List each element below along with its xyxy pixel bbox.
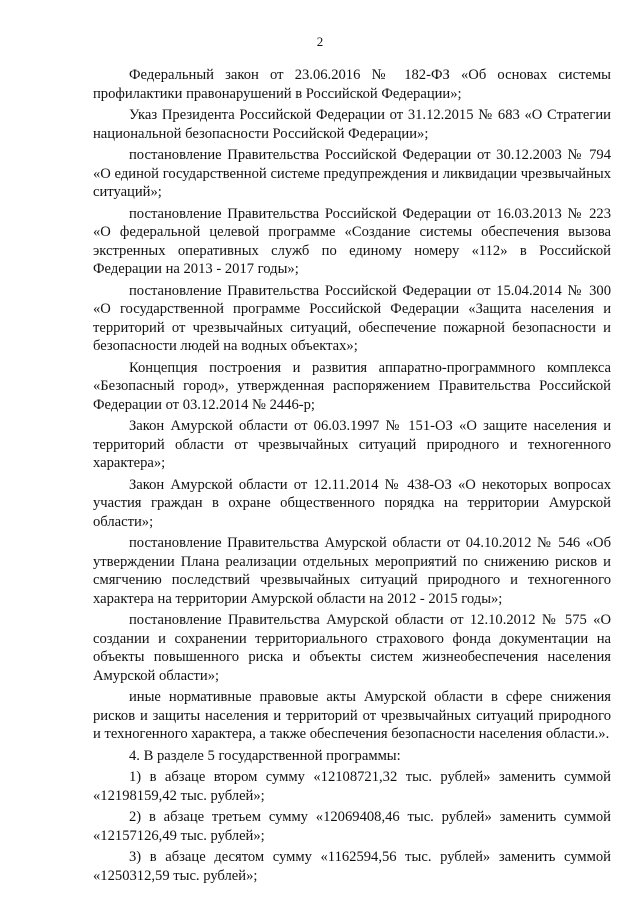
paragraph: постановление Правительства Российской Федерации от 30.12.2003 № 794 «О единой государственной системе предупреждения и ликвидации чрезвычайных ситуаций»;	[93, 147, 611, 200]
paragraph: постановление Правительства Российской Федерации от 16.03.2013 № 223 «О федеральной целевой программе «Создание системы обеспечения вызова экстренных оперативных служб по единому номеру «112» в Российской Федерации на 2013 - 2017 годы»;	[93, 205, 611, 277]
paragraph: Концепция построения и развития аппаратно-программного комплекса «Безопасный город», утвержденная распоряжением Правительства Российской Федерации от 03.12.2014 № 2446-р;	[93, 359, 611, 413]
list-item: 1) в абзаце втором сумму «12108721,32 тыс. рублей» заменить суммой «12198159,42 тыс. рублей»;	[93, 769, 611, 804]
list-item: 3) в абзаце десятом сумму «1162594,56 тыс. рублей» заменить суммой «1250312,59 тыс. рублей»;	[93, 849, 611, 884]
paragraph: Федеральный закон от 23.06.2016 № 182-ФЗ «Об основах системы профилактики правонарушений в Российской Федерации»;	[93, 67, 611, 102]
paragraph: Указ Президента Российской Федерации от 31.12.2015 № 683 «О Стратегии национальной безопасности Российской Федерации»;	[93, 107, 611, 142]
paragraph: иные нормативные правовые акты Амурской области в сфере снижения рисков и защиты населения и территорий от чрезвычайных ситуаций природного и техногенного характера, а также обеспечения безопасности населения области.».	[93, 689, 611, 742]
page-number: 2	[316, 34, 324, 49]
paragraph: Закон Амурской области от 12.11.2014 № 438-ОЗ «О некоторых вопросах участия граждан в охране общественного порядка на территории Амурской области»;	[93, 476, 611, 530]
document-body	[93, 66, 611, 888]
paragraph: Закон Амурской области от 06.03.1997 № 151-ОЗ «О защите населения и территорий области от чрезвычайных ситуаций природного и техногенного характера»;	[93, 418, 611, 471]
paragraph: постановление Правительства Амурской области от 12.10.2012 № 575 «О создании и сохранении территориального страхового фонда документации на объекты повышенного риска и объекты систем жизнеобеспечения населения Амурской области»;	[93, 612, 611, 684]
paragraph: постановление Правительства Амурской области от 04.10.2012 № 546 «Об утверждении Плана реализации отдельных мероприятий по снижению рисков и смягчению последствий чрезвычайных ситуаций природного и техногенного характера на территории Амурской области на 2012 - 2015 годы»;	[93, 535, 611, 607]
section-heading: 4. В разделе 5 государственной программы:	[129, 747, 401, 764]
list-item: 2) в абзаце третьем сумму «12069408,46 тыс. рублей» заменить суммой «12157126,49 тыс. рублей»;	[93, 809, 611, 844]
paragraph: постановление Правительства Российской Федерации от 15.04.2014 № 300 «О государственной программе Российской Федерации «Защита населения и территорий от чрезвычайных ситуаций, обеспечение пожарной безопасности и безопасности людей на водных объектах»;	[93, 282, 611, 354]
